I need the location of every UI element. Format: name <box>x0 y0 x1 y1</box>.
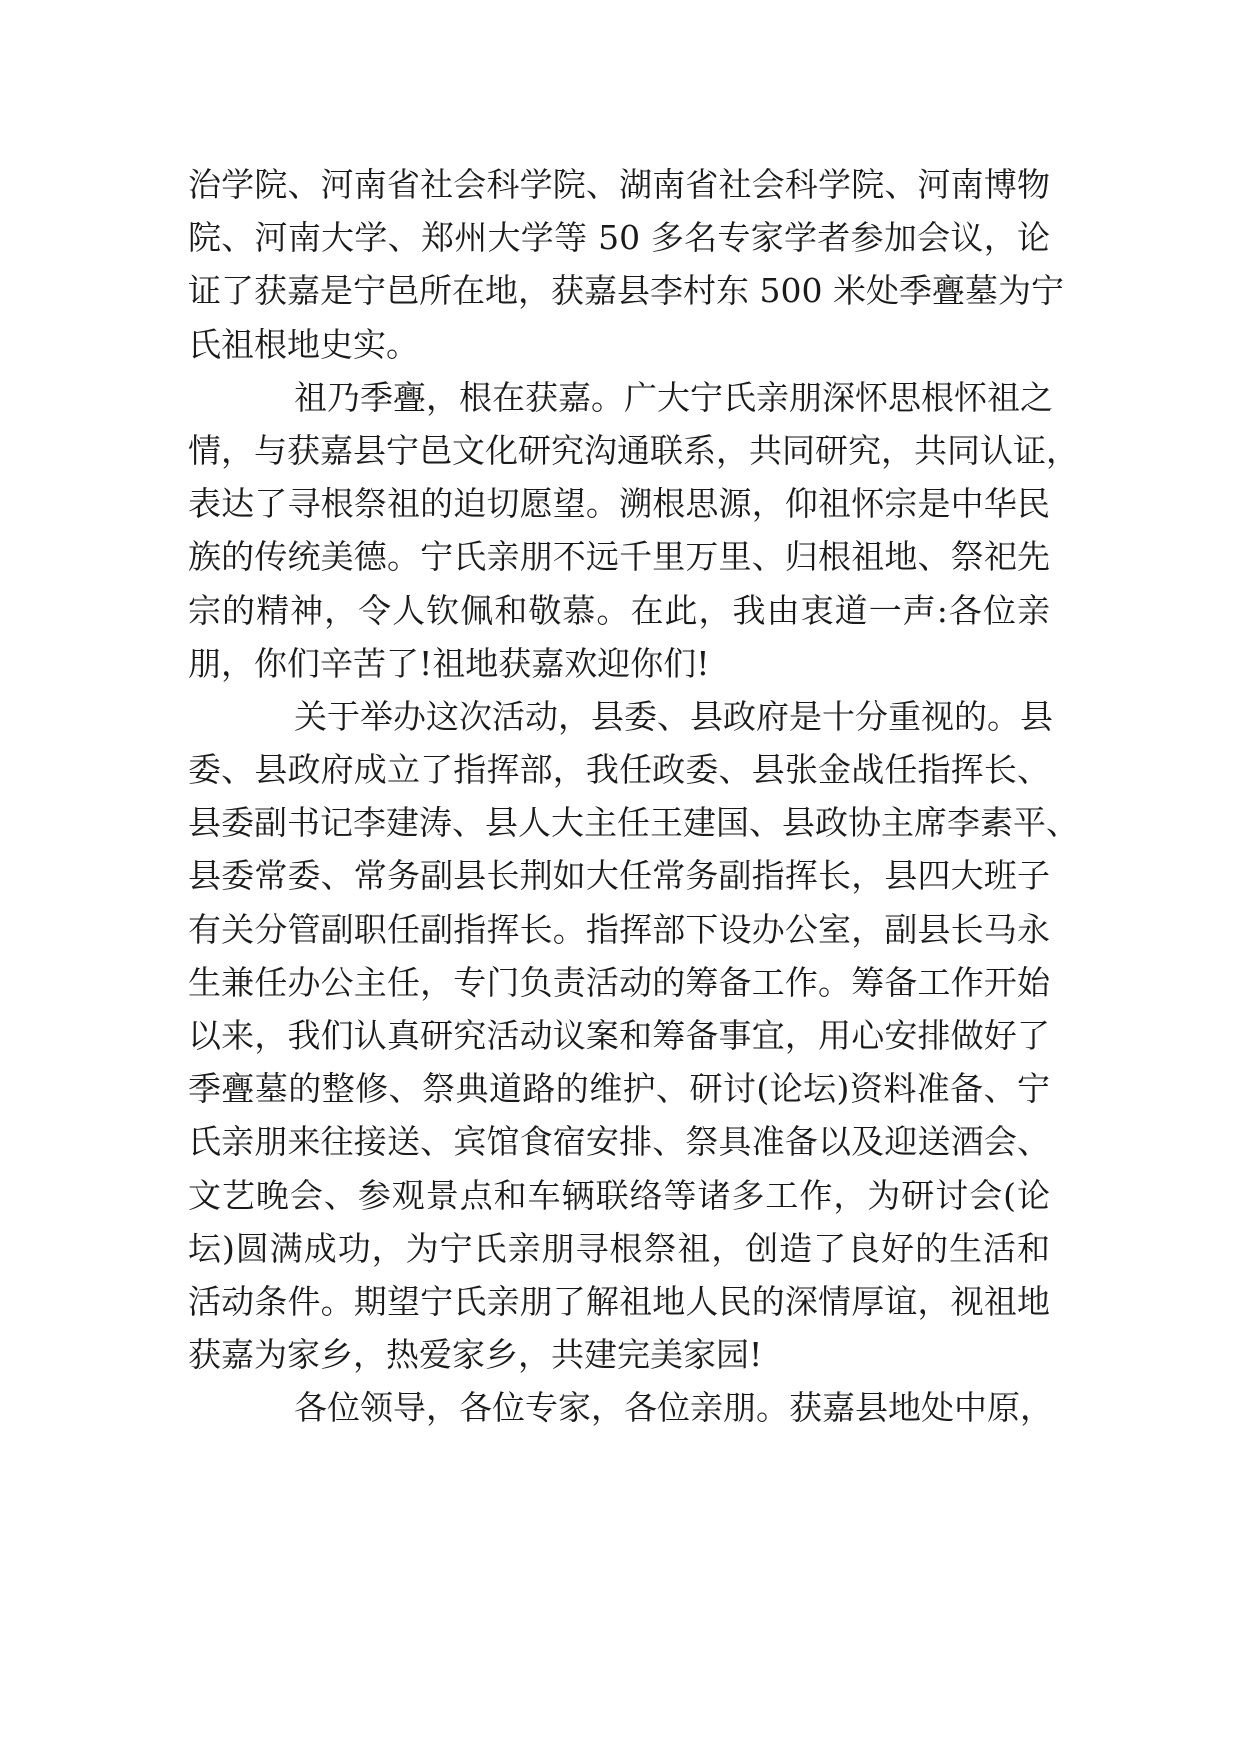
text-line: 县委副书记李建涛、县人大主任王建国、县政协主席李素平、 <box>188 803 1079 843</box>
text-line: 委、县政府成立了指挥部，我任政委、县张金战任指挥长、 <box>188 750 1050 790</box>
text-line: 季亹墓的整修、祭典道路的维护、研讨(论坛)资料准备、宁 <box>188 1069 1050 1109</box>
paragraph-first-line: 祖乃季亹，根在获嘉。广大宁氏亲朋深怀思根怀祖之 <box>294 377 1053 417</box>
text-line: 活动条件。期望宁氏亲朋了解祖地人民的深情厚谊，视祖地 <box>188 1281 1050 1321</box>
text-line: 族的传统美德。宁氏亲朋不远千里万里、归根祖地、祭祀先 <box>188 537 1050 577</box>
text-line: 文艺晚会、参观景点和车辆联络等诸多工作，为研讨会(论 <box>188 1175 1050 1215</box>
text-line: 朋，你们辛苦了!祖地获嘉欢迎你们! <box>188 643 710 683</box>
text-line: 院、河南大学、郑州大学等 50 多名专家学者参加会议，论 <box>188 218 1050 258</box>
text-line: 氏亲朋来往接送、宾馆食宿安排、祭具准备以及迎送酒会、 <box>188 1122 1050 1162</box>
text-line: 证了获嘉是宁邑所在地，获嘉县李村东 500 米处季亹墓为宁 <box>188 271 1064 311</box>
text-line: 以来，我们认真研究活动议案和筹备事宜，用心安排做好了 <box>188 1016 1050 1055</box>
text-line: 有关分管副职任副指挥长。指挥部下设办公室，副县长马永 <box>188 909 1050 949</box>
text-line: 县委常委、常务副县长荆如大任常务副指挥长，县四大班子 <box>188 856 1050 896</box>
text-line: 治学院、河南省社会科学院、湖南省社会科学院、河南博物 <box>188 165 1050 204</box>
body-text <box>188 158 1079 1435</box>
text-line: 氏祖根地史实。 <box>188 324 419 364</box>
paragraph-first-line: 关于举办这次活动，县委、县政府是十分重视的。县 <box>294 696 1053 736</box>
paragraph-first-line: 各位领导，各位专家，各位亲朋。获嘉县地处中原， <box>294 1388 1053 1428</box>
text-line: 情，与获嘉县宁邑文化研究沟通联系，共同研究，共同认证， <box>188 430 1079 470</box>
text-line: 坛)圆满成功，为宁氏亲朋寻根祭祖，创造了良好的生活和 <box>188 1228 1050 1268</box>
text-line: 表达了寻根祭祖的迫切愿望。溯根思源，仰祖怀宗是中华民 <box>188 484 1050 524</box>
text-line: 获嘉为家乡，热爱家乡，共建完美家园! <box>188 1335 763 1375</box>
text-line: 宗的精神，令人钦佩和敬慕。在此，我由衷道一声:各位亲 <box>188 590 1050 630</box>
text-line: 生兼任办公主任，专门负责活动的筹备工作。筹备工作开始 <box>188 962 1050 1002</box>
